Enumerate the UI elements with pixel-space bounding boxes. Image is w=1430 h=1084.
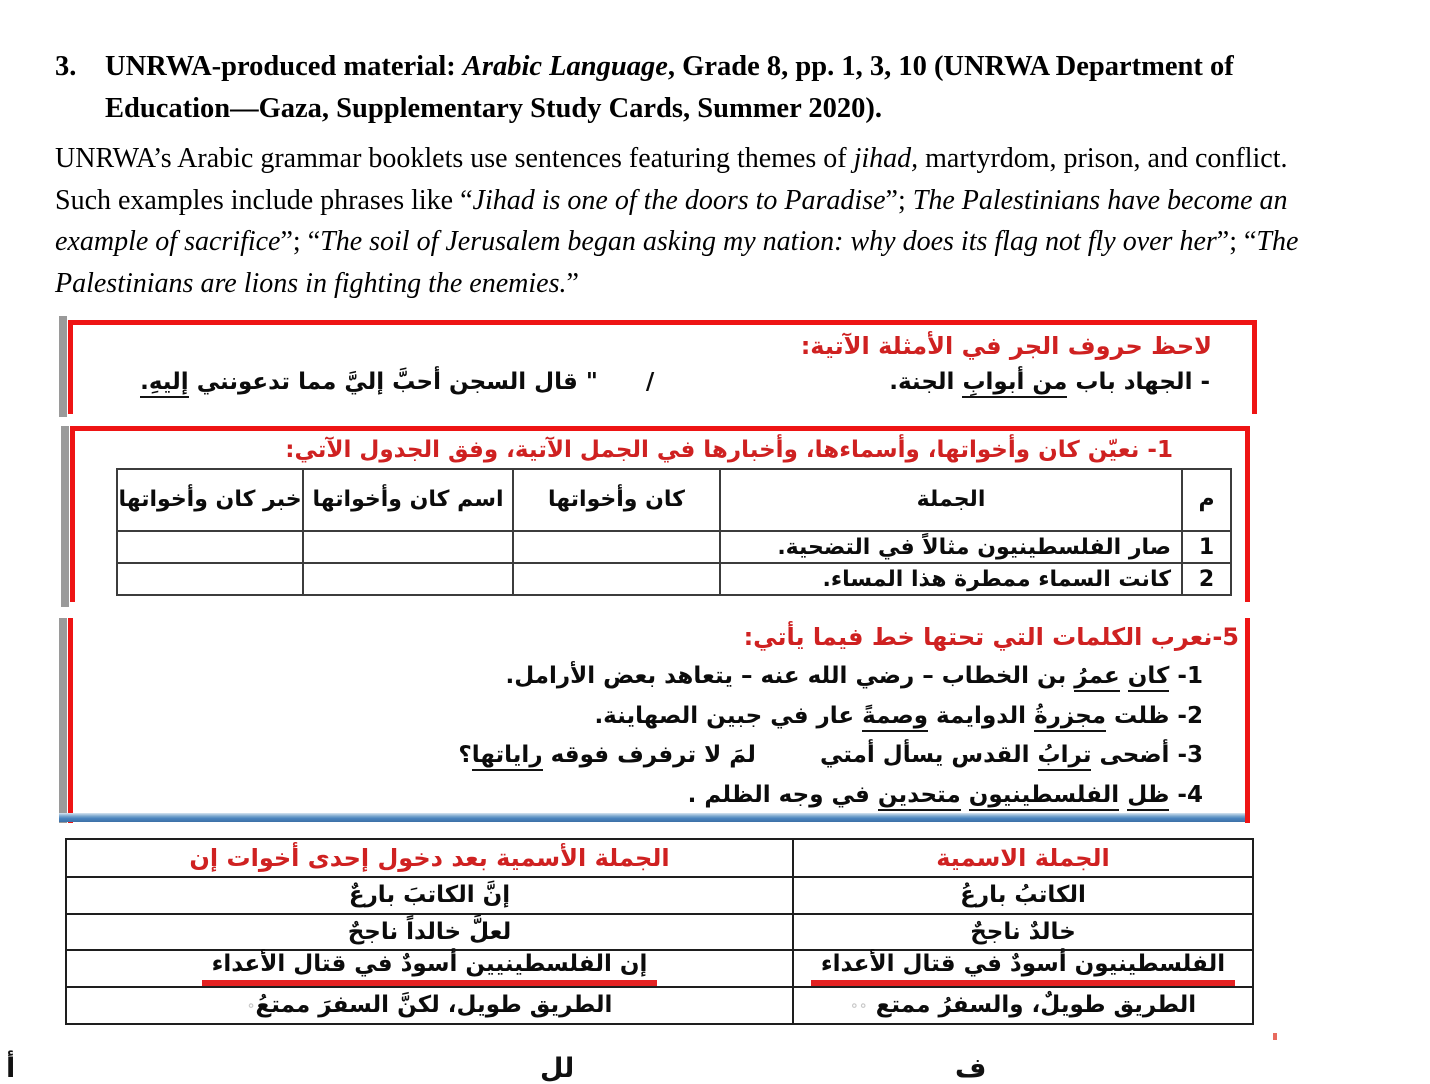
text-segment: ∘∘ xyxy=(849,998,868,1015)
col-header-index: م xyxy=(1182,469,1231,531)
text-segment: jihad, xyxy=(853,143,919,174)
cell-inna xyxy=(66,987,793,1024)
text-segment: إن الفلسطينيين أسودٌ في قتال الأعداء xyxy=(202,951,658,986)
box1-separator: / xyxy=(645,369,655,395)
row-index: 2 xyxy=(1182,563,1231,595)
col-header-inna: الجملة الأسمية بعد دخول إحدى أخوات إن xyxy=(66,839,793,877)
box1-example-left xyxy=(140,369,598,395)
box1-example-line xyxy=(73,369,1252,395)
text-segment: عار في جبين الصهاينة. xyxy=(594,702,863,729)
text-segment: عمرُ xyxy=(1074,663,1119,692)
text-segment: Arabic Language xyxy=(462,51,668,82)
text-segment: الفلسطينيون xyxy=(969,782,1120,811)
text-segment: ”; “ xyxy=(280,226,321,257)
col-header-khabar: خبر كان وأخواتها xyxy=(117,469,303,531)
text-segment: - الجهاد باب xyxy=(1067,369,1210,395)
cutoff-fragment: لل xyxy=(540,1053,575,1084)
text-segment xyxy=(961,782,969,808)
text-segment: ”; “ xyxy=(1216,226,1257,257)
text-segment: وصمةً xyxy=(862,703,928,732)
text-segment: متحدين xyxy=(878,782,961,811)
cell-inna xyxy=(66,914,793,951)
text-segment: ∘ xyxy=(246,998,256,1015)
cell-inna xyxy=(66,950,793,987)
box2-shadow-bar xyxy=(61,426,69,607)
text-segment: The Palestinians are lions in fighting the enemies. xyxy=(55,226,1299,299)
text-segment: The Palestinians have become an example of sacrifice xyxy=(55,184,1288,257)
list-item xyxy=(73,776,1245,816)
table-header-row xyxy=(117,469,1231,531)
row-ism-cell xyxy=(303,531,513,563)
box1-title: لاحظ حروف الجر في الأمثلة الآتية: xyxy=(800,332,1212,360)
box3-title: 5-نعرب الكلمات التي تحتها خط فيما يأتي: xyxy=(743,623,1239,651)
box3-shadow-bar xyxy=(59,618,67,823)
kana-table xyxy=(116,468,1232,596)
text-segment: , Grade 8, pp. 1, 3, 10 (UNRWA Department of Education—Gaza, Supplementary Study Cards, Summer 2020). xyxy=(105,51,1234,124)
row-ism-cell xyxy=(303,563,513,595)
table-row xyxy=(66,914,1253,951)
body-paragraph xyxy=(55,138,1345,304)
table-row xyxy=(66,877,1253,914)
col-header-sentence: الجملة xyxy=(720,469,1182,531)
col-header-kana: كان وأخواتها xyxy=(513,469,720,531)
cutoff-fragment: ف xyxy=(955,1053,987,1084)
row-index: 1 xyxy=(1182,531,1231,563)
text-segment: ؟ xyxy=(458,742,472,768)
text-segment: إنَّ الكاتبَ بارعٌ xyxy=(348,882,511,909)
text-segment: الفلسطينيون أسودٌ في قتال الأعداء xyxy=(811,951,1235,986)
text-segment: الجنة. xyxy=(889,369,963,395)
table-row xyxy=(66,950,1253,987)
text-segment: 2- ظلت xyxy=(1106,702,1203,729)
text-segment: الكاتبُ بارعُ xyxy=(960,882,1086,909)
text-segment: Jihad is one of the doors to Paradise xyxy=(472,184,886,216)
section-heading xyxy=(55,46,1365,130)
text-segment: القدس يسأل أمتي لمَ لا ترفرف فوقه xyxy=(542,742,1038,768)
text-segment: 4- xyxy=(1169,781,1203,808)
text-segment: martyrdom, prison, and conflict. Such examples include phrases like “ xyxy=(55,143,1288,216)
cell-inna xyxy=(66,877,793,914)
box3-parsing-exercise xyxy=(68,618,1250,823)
table-header-row xyxy=(66,839,1253,877)
text-segment: من أبوابِ xyxy=(962,369,1067,398)
col-header-ism: اسم كان وأخواتها xyxy=(303,469,513,531)
text-segment: 1- xyxy=(1169,663,1203,689)
text-segment: ”; xyxy=(885,184,913,216)
box1-example-right xyxy=(889,369,1210,395)
text-segment: الطريق طويلٌ، والسفرُ ممتع xyxy=(867,992,1197,1019)
text-segment: UNRWA-produced material: xyxy=(105,51,463,82)
text-segment: كان xyxy=(1128,663,1170,692)
nominal-sentence-table xyxy=(65,838,1254,1025)
row-khabar-cell xyxy=(117,531,303,563)
row-sentence: صار الفلسطينيون مثالاً في التضحية. xyxy=(720,531,1182,563)
table-row xyxy=(66,987,1253,1024)
text-segment: UNRWA’s Arabic grammar booklets use sentences featuring themes of xyxy=(55,143,854,174)
text-segment xyxy=(1120,663,1128,689)
cell-nominal xyxy=(793,877,1253,914)
box1-shadow-bar xyxy=(59,316,67,417)
text-segment: ” xyxy=(566,267,579,299)
text-segment: The soil of Jerusalem began asking my nation: why does its flag not fly over her xyxy=(320,226,1217,257)
cell-nominal xyxy=(793,987,1253,1024)
text-segment: ترابُ xyxy=(1038,742,1092,771)
box2-instruction: 1- نعيّن كان وأخواتها، وأسماءها، وأخبارها في الجمل الآتية، وفق الجدول الآتي: xyxy=(285,437,1173,463)
list-item xyxy=(73,697,1245,737)
text-segment: ظل xyxy=(1127,782,1169,811)
row-khabar-cell xyxy=(117,563,303,595)
text-segment: بن الخطاب – رضي الله عنه – يتعاهد بعض الأرامل. xyxy=(505,663,1075,689)
heading-text xyxy=(105,46,1365,130)
cutoff-text-line xyxy=(0,1053,1430,1084)
list-item xyxy=(73,736,1245,776)
row-sentence: كانت السماء ممطرة هذا المساء. xyxy=(720,563,1182,595)
red-speck-artifact xyxy=(1273,1033,1277,1040)
col-header-nominal: الجملة الاسمية xyxy=(793,839,1253,877)
text-segment: راياتها xyxy=(472,742,543,771)
text-segment: إليهِ. xyxy=(140,369,189,398)
text-segment: مجزرةُ xyxy=(1034,703,1106,732)
text-segment: الطريق طويل، لكنَّ السفرَ ممتعُ xyxy=(255,992,613,1019)
row-kana-cell xyxy=(513,531,720,563)
row-kana-cell xyxy=(513,563,720,595)
box2-kana-exercise xyxy=(70,426,1250,602)
cutoff-fragment: أ xyxy=(6,1053,16,1084)
cell-nominal xyxy=(793,950,1253,987)
heading-number: 3. xyxy=(55,51,77,82)
text-segment: " قال السجن أحبَّ إليَّ مما تدعونني xyxy=(188,369,598,395)
box1-prepositions xyxy=(68,320,1257,414)
cell-nominal xyxy=(793,914,1253,951)
text-segment: لعلَّ خالداً ناجحٌ xyxy=(347,918,512,945)
table-row xyxy=(117,563,1231,595)
blue-divider-rule xyxy=(59,813,1245,822)
text-segment: الدوايمة xyxy=(928,702,1035,729)
list-item xyxy=(73,657,1245,697)
text-segment: خالدٌ ناجحٌ xyxy=(970,918,1076,945)
text-segment: 3- أضحى xyxy=(1091,742,1203,768)
table-row xyxy=(117,531,1231,563)
text-segment: في وجه الظلم . xyxy=(687,781,878,808)
